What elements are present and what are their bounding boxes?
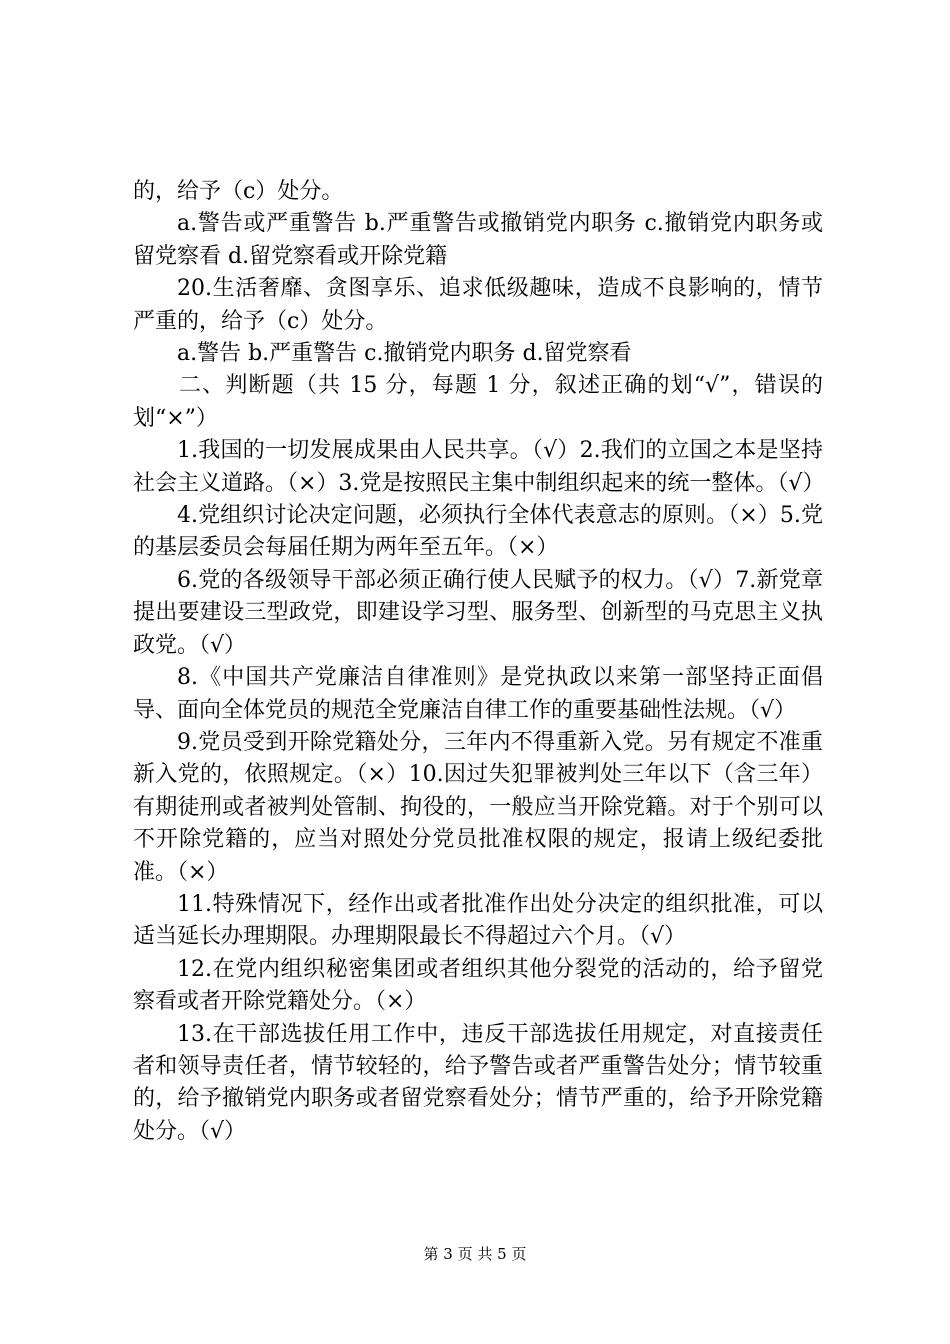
paragraph-4: a.警告 b.严重警告 c.撤销党内职务 d.留党察看 bbox=[177, 341, 632, 367]
document-body bbox=[133, 176, 823, 1148]
paragraph-11: 11.特殊情况下，经作出或者批准作出处分决定的组织批准，可以适当延长办理期限。办理期限最长不得超过六个月。（√） bbox=[133, 891, 823, 950]
paragraph-8: 6.党的各级领导干部必须正确行使人民赋予的权力。（√）7.新党章提出要建设三型政党，即建设学习型、服务型、创新型的马克思主义执政党。（√） bbox=[133, 567, 823, 658]
paragraph-1: 的，给予（c）处分。 bbox=[133, 179, 344, 204]
paragraph-2: a.警告或严重警告 b.严重警告或撤销党内职务 c.撤销党内职务或留党察看 d.留党察看或开除党籍 bbox=[133, 211, 823, 269]
paragraph-7: 4.党组织讨论决定问题，必须执行全体代表意志的原则。（×）5.党的基层委员会每届任期为两年至五年。（×） bbox=[133, 503, 823, 561]
paragraph-10: 9.党员受到开除党籍处分，三年内不得重新入党。另有规定不准重新入党的，依照规定。（×）10.因过失犯罪被判处三年以下（含三年）有期徒刑或者被判处管制、拘役的，一般应当开除党籍。对于个别可以不开除党籍的，应当对照处分党员批准权限的规定，报请上级纪委批准。（×） bbox=[133, 729, 823, 885]
paragraph-13: 13.在干部选拔任用工作中，违反干部选拔任用规定，对直接责任者和领导责任者，情节较轻的，给予警告或者严重警告处分；情节较重的，给予撤销党内职务或者留党察看处分；情节严重的，给予开除党籍处分。（√） bbox=[133, 1021, 823, 1144]
paragraph-12: 12.在党内组织秘密集团或者组织其他分裂党的活动的，给予留党察看或者开除党籍处分。（×） bbox=[133, 956, 823, 1015]
paragraph-3: 20.生活奢靡、贪图享乐、追求低级趣味，造成不良影响的，情节严重的，给予（c）处分。 bbox=[133, 276, 823, 334]
section-heading: 二、判断题（共 15 分，每题 1 分，叙述正确的划“√”，错误的划“×”） bbox=[133, 373, 823, 431]
page-footer: 第 3 页 共 5 页 bbox=[423, 1245, 527, 1263]
paragraph-9: 8.《中国共产党廉洁自律准则》是党执政以来第一部坚持正面倡导、面向全体党员的规范全党廉洁自律工作的重要基础性法规。（√） bbox=[133, 665, 823, 723]
paragraph-6: 1.我国的一切发展成果由人民共享。（√）2.我们的立国之本是坚持社会主义道路。（×）3.党是按照民主集中制组织起来的统一整体。（√） bbox=[133, 438, 825, 496]
